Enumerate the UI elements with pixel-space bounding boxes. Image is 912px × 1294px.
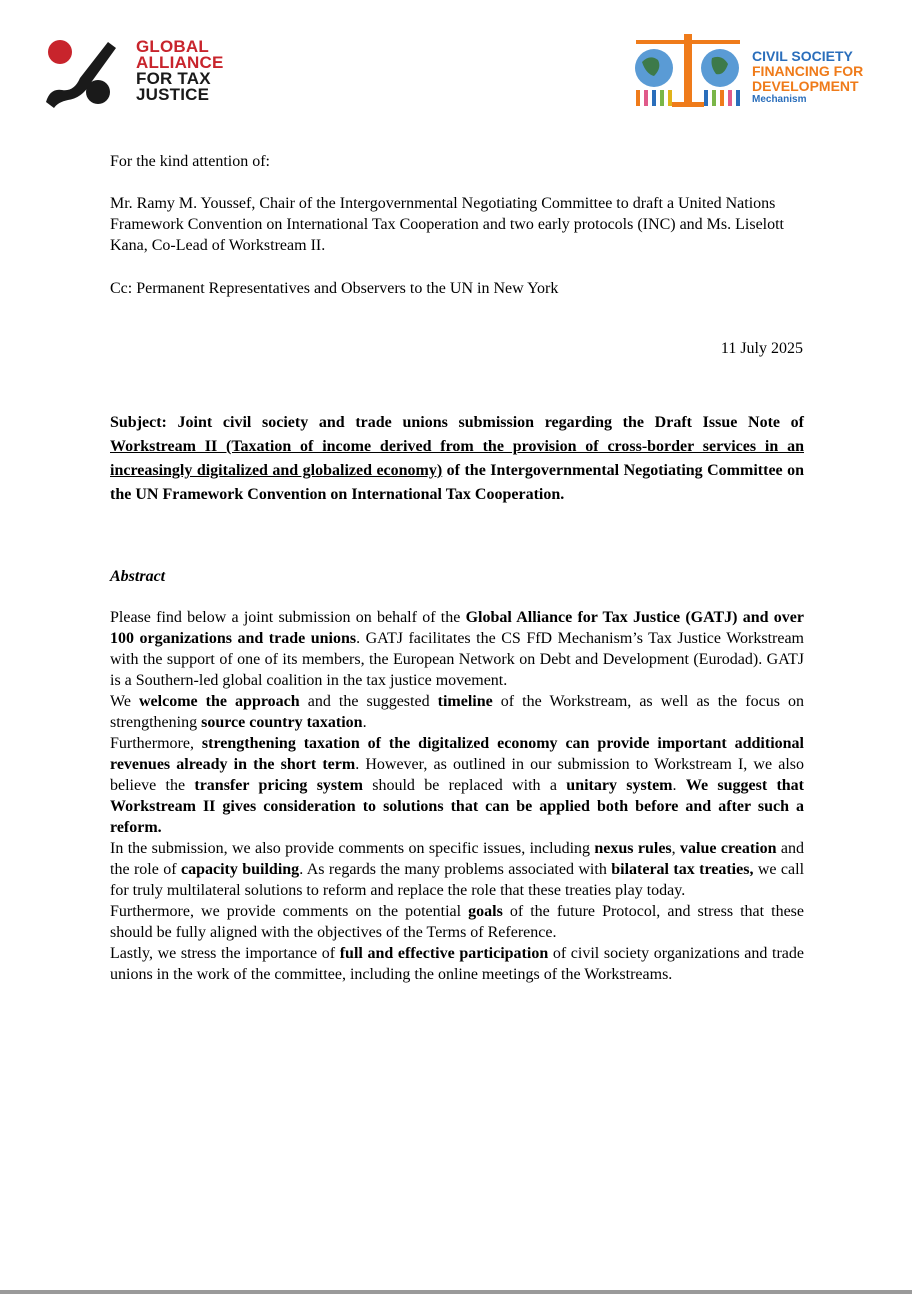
letter-date: 11 July 2025 xyxy=(720,340,803,357)
page-bottom-rule xyxy=(0,1290,912,1294)
bold-text: strengthening taxation of the digitalized economy can provide important additional revenues already in the short term xyxy=(110,735,804,773)
attention-line: For the kind attention of: xyxy=(110,153,270,170)
text-run: and the suggested xyxy=(299,693,438,710)
text-run: Furthermore, we provide comments on the potential xyxy=(110,903,469,920)
abstract-paragraph xyxy=(110,943,804,985)
text-run: . However, as outlined in our submission to Workstream I, we also believe the xyxy=(110,756,804,794)
gatj-mark-icon xyxy=(40,36,130,110)
bold-text: value creation xyxy=(680,840,777,857)
bold-text: unitary system xyxy=(566,777,673,794)
text-run: Please find below a joint submission on behalf of the xyxy=(110,609,466,626)
abstract-body xyxy=(110,607,804,985)
text-run: Lastly, we stress the importance of xyxy=(110,945,340,962)
abstract-paragraph xyxy=(110,691,804,733)
bold-text: Global Alliance for Tax Justice (GATJ) and over 100 organizations and trade unions xyxy=(110,609,805,647)
scales-globes-icon xyxy=(628,32,748,112)
bold-text: goals xyxy=(468,903,503,920)
gatj-logo-line: GLOBAL xyxy=(136,37,209,56)
bold-text: bilateral tax treaties, xyxy=(611,861,754,878)
bold-text: transfer pricing system xyxy=(194,777,363,794)
text-run: should be replaced with a xyxy=(362,777,567,794)
text-run: , xyxy=(671,840,681,857)
gatj-logo-line: FOR TAX xyxy=(136,69,211,88)
csfd-logo-text xyxy=(752,49,863,105)
abstract-paragraph xyxy=(110,901,804,943)
bold-text: nexus rules xyxy=(594,840,672,857)
text-run: of the Workstream, as well as the focus on strengthening xyxy=(110,693,805,731)
gatj-logo-text xyxy=(136,39,224,103)
subject-part2: of the Intergovernmental Negotiating Committee on the UN Framework Convention on International Tax Cooperation. xyxy=(110,462,805,503)
bold-text: source country taxation xyxy=(201,714,363,731)
csfd-logo-line: Mechanism xyxy=(752,94,807,105)
bold-text: full and effective participation xyxy=(339,945,549,962)
text-run: . xyxy=(672,777,686,794)
text-run: . GATJ facilitates the CS FfD Mechanism’s Tax Justice Workstream with the support of one of its members, the European Network on Debt and Development (Eurodad). GATJ is a Southern-led global coalition in the tax justice movement. xyxy=(110,630,805,689)
gatj-logo-line: ALLIANCE xyxy=(136,53,224,72)
subject-part1: Subject: Joint civil society and trade unions submission regarding the Draft Issue Note of xyxy=(110,414,804,431)
text-run: of civil society organizations and trade unions in the work of the committee, including the online meetings of the Workstreams. xyxy=(110,945,804,983)
text-run: of the future Protocol, and stress that these should be fully aligned with the objectives of the Terms of Reference. xyxy=(110,903,804,941)
bold-text: timeline xyxy=(437,693,493,710)
bold-text: welcome the approach xyxy=(138,693,300,710)
text-run: Furthermore, xyxy=(110,735,202,752)
gatj-logo xyxy=(40,36,270,110)
csfd-logo xyxy=(628,32,898,112)
abstract-heading: Abstract xyxy=(110,568,166,585)
bold-text: capacity building xyxy=(180,861,300,878)
subject-underlined: Workstream II (Taxation of income derived from the provision of cross-border services in an increasingly digitalized and globalized economy) xyxy=(110,438,804,479)
subject xyxy=(110,411,804,507)
text-run: we call for truly multilateral solutions to reform and replace the role that these treaties play today. xyxy=(110,861,805,899)
text-run: In the submission, we also provide comments on specific issues, including xyxy=(110,840,595,857)
gatj-logo-line: JUSTICE xyxy=(136,85,210,104)
text-run: . xyxy=(362,714,367,731)
csfd-logo-line: FINANCING FOR xyxy=(752,63,864,79)
bold-text: We suggest that Workstream II gives consideration to solutions that can be applied both before and after such a reform. xyxy=(110,777,805,836)
text-run: . As regards the many problems associated with xyxy=(299,861,612,878)
csfd-logo-line: DEVELOPMENT xyxy=(752,78,859,94)
cc-line: Cc: Permanent Representatives and Observers to the UN in New York xyxy=(110,280,559,297)
addressees: Mr. Ramy M. Youssef, Chair of the Intergovernmental Negotiating Committee to draft a United Nations Framework Convention on International Tax Cooperation and two early protocols (INC) and Ms. Liselott Kana, Co-Lead of Workstream II. xyxy=(110,195,784,254)
text-run: We xyxy=(110,693,139,710)
abstract-paragraph xyxy=(110,733,804,838)
abstract-paragraph xyxy=(110,838,804,901)
abstract-paragraph xyxy=(110,607,804,691)
csfd-logo-line: CIVIL SOCIETY xyxy=(752,48,853,64)
text-run: and the role of xyxy=(110,840,804,878)
